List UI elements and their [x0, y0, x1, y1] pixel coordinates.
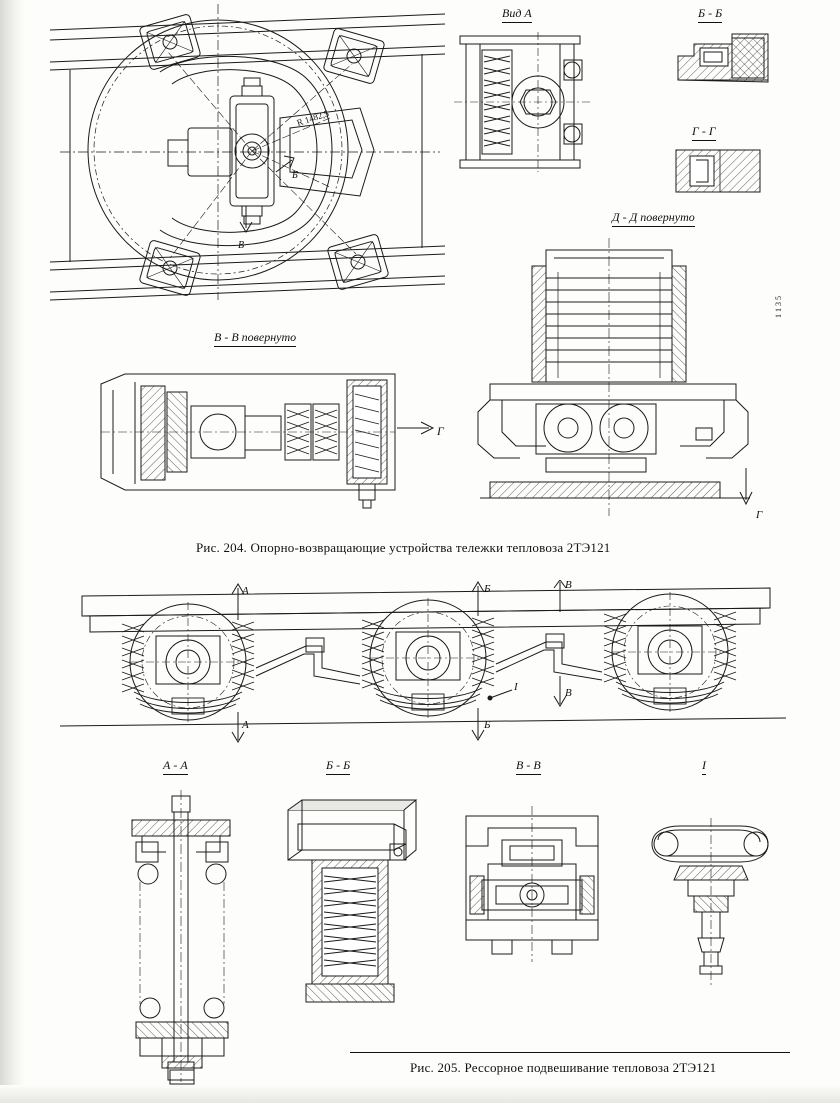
- svg-text:А: А: [242, 585, 249, 597]
- fig204-section-dd: [450, 232, 810, 522]
- svg-text:В: В: [238, 240, 245, 251]
- fig204-section-gg: [668, 142, 778, 202]
- view-label-205-b-b: Б - Б: [326, 758, 350, 775]
- view-label-205-a-a: А - А: [163, 758, 188, 775]
- figure-caption-205: Рис. 205. Рессорное подвешивание тепловоза 2ТЭ121: [410, 1060, 717, 1075]
- fig205-section-bb: [278, 796, 418, 1016]
- svg-text:R 1482,5: R 1482,5: [295, 108, 331, 128]
- svg-text:Б: Б: [292, 170, 298, 181]
- scan-edge-shadow-bottom: [0, 1085, 840, 1103]
- fig204-section-bb: [672, 26, 782, 96]
- fig205-detail-i: [636, 800, 786, 1000]
- fig205-section-vv: [452, 800, 612, 970]
- view-label-205-v-v: В - В: [516, 758, 541, 775]
- view-label-b-b: Б - Б: [698, 6, 722, 23]
- view-label-v-v: В - В повернуто: [214, 330, 296, 347]
- svg-text:В: В: [565, 687, 572, 699]
- fig205-elevation: [60, 580, 790, 760]
- svg-text:Б: Б: [484, 583, 491, 595]
- svg-text:I: I: [514, 681, 518, 693]
- section-arrow-label-a: Г: [437, 424, 444, 438]
- fig205-section-aa: [108, 786, 258, 1086]
- svg-text:Б: Б: [484, 719, 491, 731]
- view-label-205-detail-i: I: [702, 758, 706, 775]
- dim-height-1135: 1 1 3 5: [774, 296, 783, 318]
- caption-rule-205: [350, 1052, 790, 1053]
- fig204-section-vv: [95, 360, 435, 510]
- fig204-plan-view: [40, 0, 460, 330]
- scan-edge-shadow-left: [0, 0, 26, 1103]
- view-label-g-g: Г - Г: [692, 124, 716, 141]
- svg-text:Г: Г: [756, 509, 763, 521]
- view-label-d-d: Д - Д повернуто: [612, 210, 695, 227]
- view-label-vid-a: Вид А: [502, 6, 532, 23]
- figure-caption-204: Рис. 204. Опорно-возвращающие устройства тележки тепловоза 2ТЭ121: [196, 540, 611, 555]
- svg-text:А: А: [242, 719, 249, 731]
- svg-text:В: В: [565, 580, 572, 591]
- fig204-view-a: [452, 26, 592, 176]
